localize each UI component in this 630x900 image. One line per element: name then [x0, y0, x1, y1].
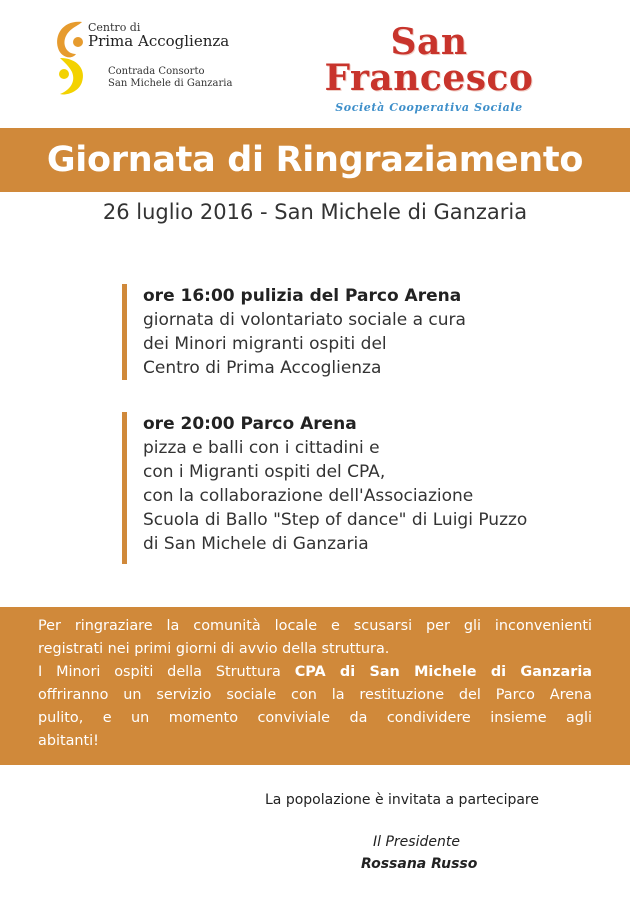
- info-text: I Minori ospiti della Struttura: [38, 664, 295, 680]
- coop-title: San Francesco: [324, 21, 534, 99]
- info-line: abitanti!: [38, 733, 99, 749]
- coop-subtitle: Società Cooperativa Sociale: [335, 101, 523, 114]
- president-name: Rossana Russo: [361, 856, 478, 872]
- event-line: con i Migranti ospiti del CPA,: [143, 462, 386, 482]
- invitation-text: La popolazione è invitata a partecipare: [265, 792, 539, 808]
- info-line: offriranno un servizio sociale con la restituzione del Parco Arena: [38, 687, 592, 703]
- event-line: Centro di Prima Accoglienza: [143, 358, 382, 378]
- cpa-title: [88, 22, 229, 49]
- cpa-emblem-icon: [52, 14, 88, 98]
- event-line: dei Minori migranti ospiti del: [143, 334, 387, 354]
- cpa-address: [108, 66, 232, 90]
- title-banner: [0, 128, 630, 192]
- president-label: Il Presidente: [373, 834, 460, 850]
- event-line: giornata di volontariato sociale a cura: [143, 310, 466, 330]
- info-line: pulito, e un momento conviviale da condividere insieme agli: [38, 710, 592, 726]
- coop-logo: [284, 21, 574, 114]
- event-heading: ore 20:00 Parco Arena: [143, 414, 357, 434]
- info-line: registrati nei primi giorni di avvio della struttura.: [38, 641, 390, 657]
- event-line: di San Michele di Ganzaria: [143, 534, 369, 554]
- event-line: con la collaborazione dell'Associazione: [143, 486, 474, 506]
- info-box: [0, 607, 630, 765]
- info-line: [38, 661, 592, 684]
- info-line: Per ringraziare la comunità locale e scusarsi per gli inconvenienti: [38, 618, 592, 634]
- cpa-line1: Centro di: [88, 21, 141, 34]
- cpa-logo: [52, 14, 252, 104]
- event-line: Scuola di Ballo "Step of dance" di Luigi Puzzo: [143, 510, 528, 530]
- page-title: Giornata di Ringraziamento: [46, 140, 584, 180]
- event-afternoon: [122, 284, 466, 380]
- cpa-address-line2: San Michele di Ganzaria: [108, 78, 233, 89]
- cpa-address-line1: Contrada Consorto: [108, 66, 205, 77]
- date-location: 26 luglio 2016 - San Michele di Ganzaria: [102, 200, 528, 224]
- event-evening: [122, 412, 527, 564]
- cpa-line2: Prima Accoglienza: [88, 31, 230, 50]
- event-heading: ore 16:00 pulizia del Parco Arena: [143, 286, 462, 306]
- event-line: pizza e balli con i cittadini e: [143, 438, 380, 458]
- info-highlight: CPA di San Michele di Ganzaria: [294, 664, 593, 680]
